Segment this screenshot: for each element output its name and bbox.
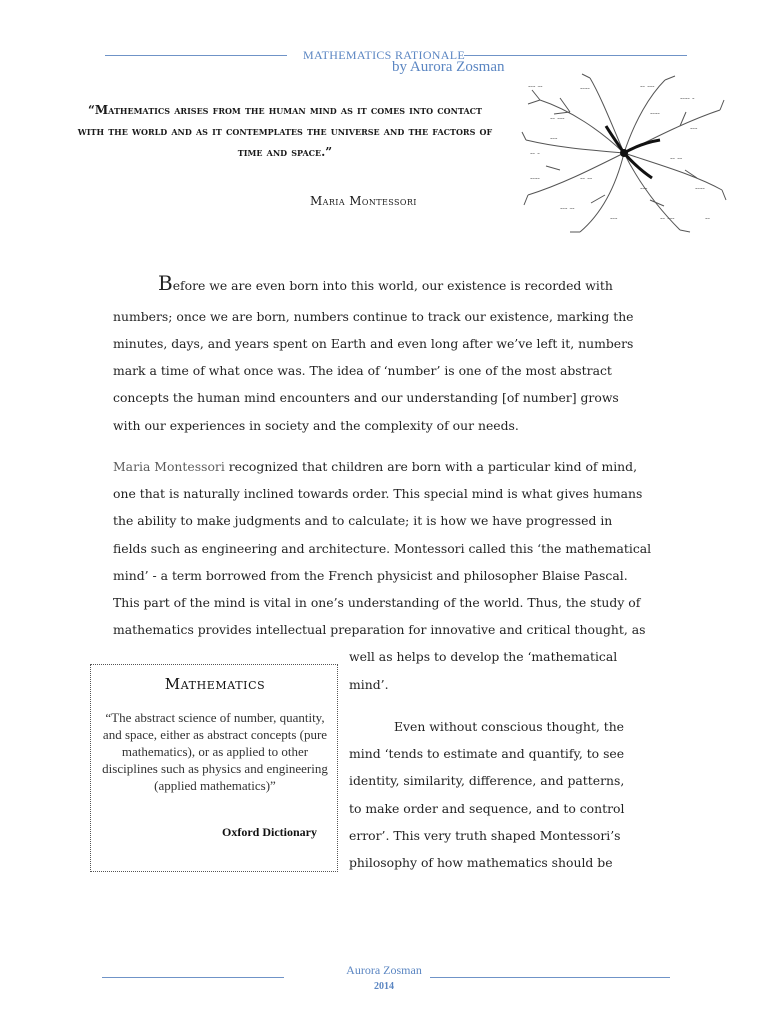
epigraph-quote: “Mathematics arises from the human mind as it comes into contact with the world and as it contemplates the universe and the factors of time and space.” xyxy=(77,103,493,159)
svg-text:~~~~: ~~~~ xyxy=(530,176,540,181)
paragraph-3-line-4: to make order and sequence, and to control xyxy=(349,801,625,816)
svg-text:~~~: ~~~ xyxy=(610,216,618,221)
paragraph-2-line-8: well as helps to develop the ‘mathematical xyxy=(349,649,618,664)
definition-source: Oxford Dictionary xyxy=(222,825,317,839)
paragraph-1-line-4: mark a time of what once was. The idea of ‘number’ is one of the most abstract xyxy=(113,363,612,378)
paragraph-2-line-2: one that is naturally inclined towards order. This special mind is what gives humans xyxy=(113,486,643,501)
svg-text:~~ ~~: ~~ ~~ xyxy=(670,156,683,161)
svg-text:~~~~: ~~~~ xyxy=(580,86,590,91)
epigraph-attribution: Maria Montessori xyxy=(310,194,417,208)
definition-box xyxy=(90,664,338,872)
svg-text:~~ ~~~: ~~ ~~~ xyxy=(660,216,675,221)
paragraph-3-line-1: Even without conscious thought, the xyxy=(394,719,625,734)
paragraph-3-line-3: identity, similarity, difference, and patterns, xyxy=(349,773,625,788)
paragraph-3-line-2: mind ‘tends to estimate and quantify, to see xyxy=(349,746,625,761)
paragraph-3-line-5: error’. This very truth shaped Montessori’s xyxy=(349,828,621,843)
definition-text: “The abstract science of number, quantity, and space, either as abstract concepts (pure mathematics), or as applied to other disciplines such as physics and engineering (applied mathematics)” xyxy=(102,710,328,793)
paragraph-2-line-5: mind’ - a term borrowed from the French physicist and philosopher Blaise Pascal. xyxy=(113,568,628,583)
paragraph-2-line-1-text: recognized that children are born with a particular kind of mind, xyxy=(224,459,638,474)
paragraph-1-line-1-text: efore we are even born into this world, our existence is recorded with xyxy=(172,278,613,293)
svg-text:~~~ ~~: ~~~ ~~ xyxy=(560,206,575,211)
header-author: by Aurora Zosman xyxy=(392,59,505,75)
footer-year: 2014 xyxy=(374,981,394,992)
paragraph-2-line-6: This part of the mind is vital in one’s understanding of the world. Thus, the study of xyxy=(113,595,641,610)
svg-text:~~: ~~ xyxy=(705,216,710,221)
paragraph-2-line-3: the ability to make judgments and to calculate; it is how we have progressed in xyxy=(113,513,613,528)
svg-text:~~~~ ~: ~~~~ ~ xyxy=(680,96,695,101)
paragraph-1-line-2: numbers; once we are born, numbers continue to track our existence, marking the xyxy=(113,309,634,324)
svg-text:~~~~: ~~~~ xyxy=(695,186,705,191)
paragraph-2-line-7: mathematics provides intellectual preparation for innovative and critical thought, as xyxy=(113,622,646,637)
montessori-name: Maria Montessori xyxy=(113,459,225,474)
mind-map-illustration xyxy=(520,70,728,236)
paragraph-3-line-6: philosophy of how mathematics should be xyxy=(349,855,613,870)
footer-author: Aurora Zosman xyxy=(346,963,422,977)
svg-text:~~ ~~: ~~ ~~ xyxy=(580,176,593,181)
svg-text:~~~: ~~~ xyxy=(690,126,698,131)
paragraph-1-line-5: concepts the human mind encounters and our understanding [of number] grows xyxy=(113,390,619,405)
svg-text:~~~: ~~~ xyxy=(550,136,558,141)
paragraph-1-line-1 xyxy=(158,271,613,295)
svg-text:~~ ~: ~~ ~ xyxy=(530,151,540,156)
svg-text:~~ ~~~: ~~ ~~~ xyxy=(640,84,655,89)
svg-text:~~~ ~~: ~~~ ~~ xyxy=(528,84,543,89)
svg-text:~~~~: ~~~~ xyxy=(650,111,660,116)
paragraph-2-line-4: fields such as engineering and architecture. Montessori called this ‘the mathematical xyxy=(113,541,652,556)
definition-title: Mathematics xyxy=(164,675,266,693)
paragraph-2-line-9: mind’. xyxy=(349,677,389,692)
drop-cap: B xyxy=(158,271,173,295)
header-title: MATHEMATICS RATIONALE xyxy=(303,48,465,62)
svg-text:~~ ~~~: ~~ ~~~ xyxy=(550,116,565,121)
paragraph-1-line-3: minutes, days, and years spent on Earth and even long after we’ve left it, numbers xyxy=(113,336,634,351)
paragraph-2-line-1 xyxy=(113,459,637,474)
svg-text:~~~: ~~~ xyxy=(640,186,648,191)
paragraph-1-line-6: with our experiences in society and the complexity of our needs. xyxy=(113,418,519,433)
